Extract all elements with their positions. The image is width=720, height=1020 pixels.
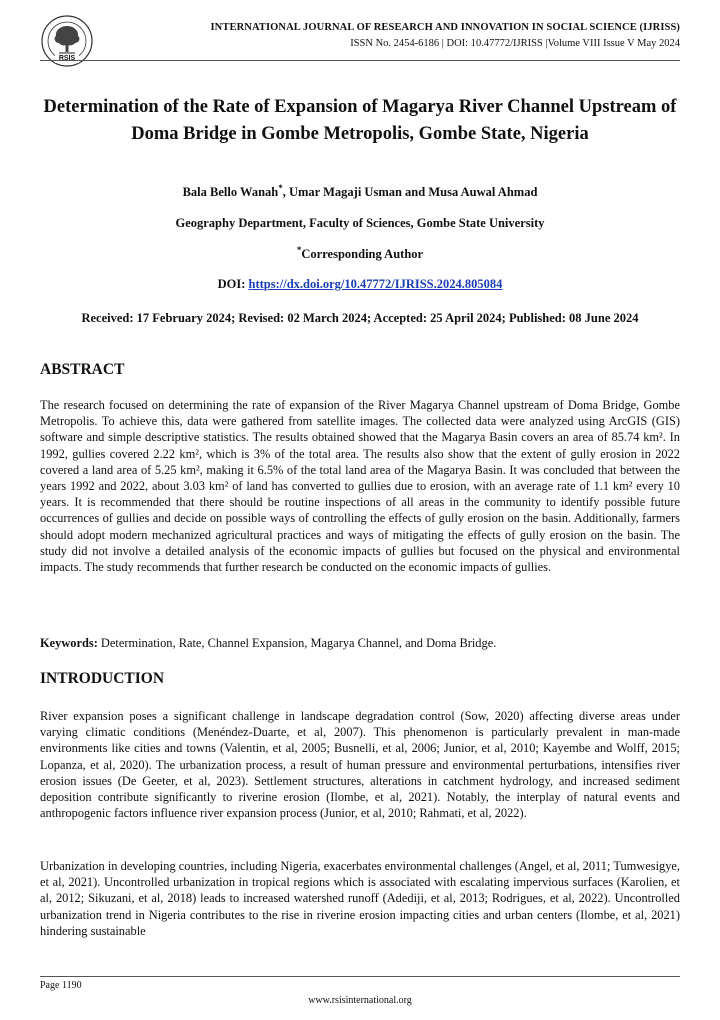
introduction-paragraph-2: Urbanization in developing countries, including Nigeria, exacerbates environmental challenges (Angel, et al, 2011; Tumwesigye, et al, 2021). Uncontrolled urbanization in tropical regions which is associated with escalating impervious surfaces (Karolien, et al, 2012; Sikuzani, et al, 2018) leads to increased watershed runoff (Adediji, et al, 2013; Rodrigues, et al, 2022). Uncontrolled urbanization trend in Nigeria contributes to the rise in riverine erosion impacting cities and urban centers (Ilombe, et al, 2021) hindering sustainable [40,859,680,938]
first-author: Bala Bello Wanah [182,185,279,200]
article-authors [40,183,680,200]
journal-meta: ISSN No. 2454-6186 | DOI: 10.47772/IJRISS |Volume VIII Issue V May 2024 [350,38,680,49]
corresponding-author-note [40,245,680,262]
introduction-heading: INTRODUCTION [40,670,165,687]
doi-line [40,277,680,292]
doi-label: DOI: [217,277,249,291]
footer-website: www.rsisinternational.org [308,995,412,1006]
abstract-text: The research focused on determining the rate of expansion of the River Magarya Channel upstream of Doma Bridge, Gombe Metropolis. To achieve this, data were gathered from satellite images. The collected data were analyzed using ArcGIS (GIS) software and simple descriptive statistics. The results obtained showed that the Magarya Basin covers an area of 85.74 km². In 1992, gullies covered 2.22 km², which is 3% of the total area. The results also show that the extent of gully erosion in 2022 covered a land area of 5.25 km², making it 6.5% of the total land area of the Magarya Basin. It was concluded that between the years 1992 and 2022, about 3.03 km² of land has converted to gullies due to erosion, with an average rate of 1.1 km² every 10 years. It is recommended that there should be routine inspections of all areas in the community to identify possible future occurrences of gullies and decide on possible ways of controlling the effects of gully erosion on the basin. Additionally, farmers should adopt modern mechanized agricultural practices and ways of mitigating the effects of gully erosion on the basin. The study did not involve a detailed analysis of the economic impacts of gullies but focused on the physical and environmental impacts. The study recommends that further research be conducted on the economic impacts of gullies. [40,398,680,575]
journal-name: INTERNATIONAL JOURNAL OF RESEARCH AND INNOVATION IN SOCIAL SCIENCE (IJRISS) [210,22,680,33]
abstract-heading: ABSTRACT [40,361,125,378]
other-authors: , Umar Magaji Usman and Musa Auwal Ahmad [282,185,538,200]
footer-divider [40,976,680,977]
page-number: Page 1190 [40,980,82,991]
header-divider [40,60,680,61]
article-title: Determination of the Rate of Expansion of Magarya River Channel Upstream of Doma Bridge in Gombe Metropolis, Gombe State, Nigeria [43,97,677,144]
keywords-label: Keywords: [40,636,98,650]
introduction-paragraph-1: River expansion poses a significant challenge in landscape degradation control (Sow, 2020) affecting diverse areas under varying climatic conditions (Menéndez-Duarte, et al, 2007). This phenomenon is particularly prevalent in man-made environments like cities and towns (Valentin, et al, 2005; Busnelli, et al, 2006; Junior, et al, 2010; Kayembe and Wolff, 2015; Lopanza, et al, 2020). The urbanization process, a result of human pressure and environmental perturbations, intensifies river erosion issues (De Geeter, et al, 2023). Settlement structures, alterations in catchment hydrology, and increased sediment deposition contribute significantly to riverine erosion (Ilombe, et al, 2021). Notably, the interplay of natural events and anthropogenic factors influence river expansion process (Junior, et al, 2010; Rahmati, et al, 2022). [40,709,680,821]
corresponding-note-asterisk: * [296,245,302,255]
corresponding-author-label: Corresponding Author [301,247,424,262]
logo-text: RSIS [58,55,76,62]
keywords [40,636,680,651]
doi-link[interactable]: https://dx.doi.org/10.47772/IJRISS.2024.805084 [248,277,503,291]
affiliation: Geography Department, Faculty of Sciences, Gombe State University [175,216,545,230]
journal-logo [40,14,94,70]
publication-dates: Received: 17 February 2024; Revised: 02 March 2024; Accepted: 25 April 2024; Published: 08 June 2024 [81,311,639,325]
corresponding-asterisk: * [278,183,283,193]
keywords-text: Determination, Rate, Channel Expansion, Magarya Channel, and Doma Bridge. [97,636,497,650]
